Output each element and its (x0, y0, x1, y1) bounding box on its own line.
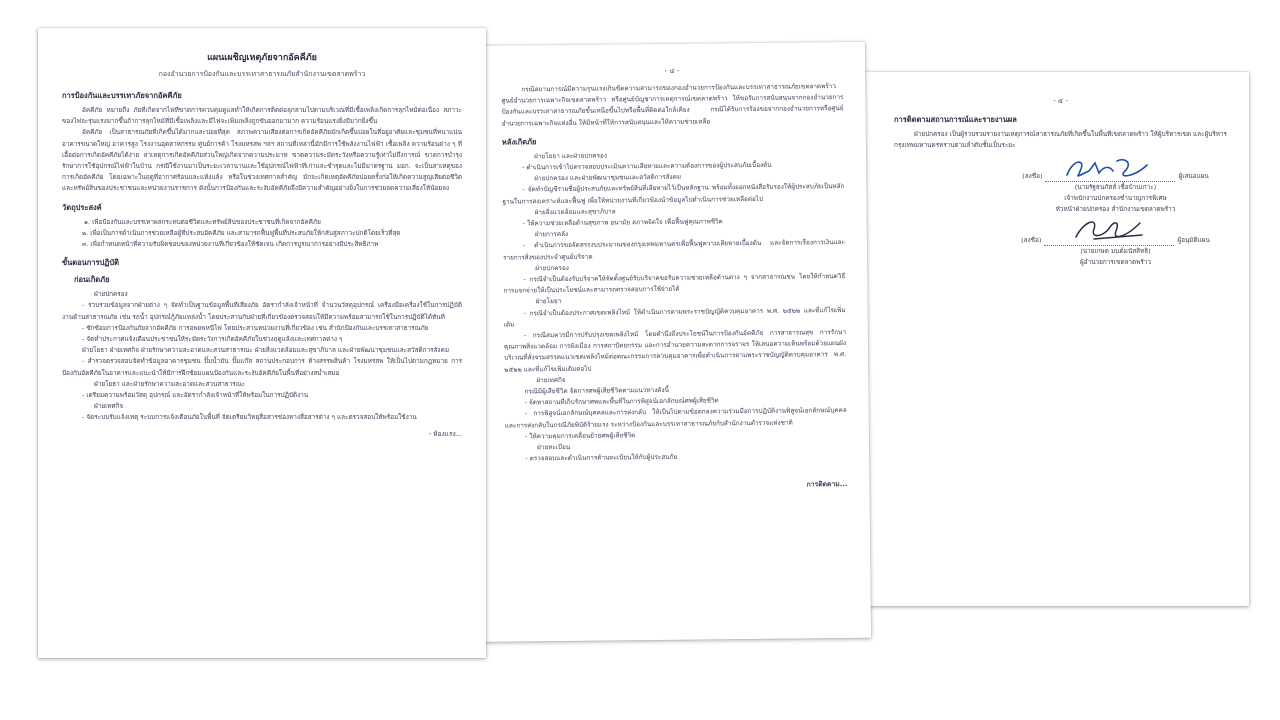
section-heading: วัตถุประสงค์ (62, 202, 102, 212)
paragraph: - จัดทำประกาศแจ้งเตือนประชาชนให้ระมัดระวังการเกิดอัคคีภัยในช่วงฤดูแล้งและเทศกาลต่าง ๆ (82, 335, 343, 344)
continuation-marker: - ห้องแรง... (428, 429, 462, 438)
section-heading: หลังเกิดภัย (501, 137, 537, 147)
continuation-marker: การติดตาม... (806, 479, 848, 488)
paragraph: ฝ่ายเทศกิจ (536, 375, 566, 385)
sign-label: (ลงชื่อ) (1021, 236, 1042, 245)
paragraph: อัคคีภัย หมายถึง ภัยที่เกิดจากไฟที่ขาดการควบคุมดูแลทำให้เกิดการติดต่อลุกลามไปตามบริเวณที่มีเชื้อเพลิงเกิดการลุกไหม้ต่อเนื่อง สภาวะของไฟจะรุนแรงมากขึ้นถ้าการลุกไหม้ที่มีเชื้อเพลิงและมีไฟจะเพิ่มเพลิงถูกขับออกมามาก ความร้อนแรงยิ่งมีมากยิ่งขึ้น (62, 106, 462, 126)
sign-role: ผู้เสนอแผน (1178, 172, 1209, 181)
signature-block-proposer (1004, 165, 1227, 215)
page-title: แผนเผชิญเหตุภัยจากอัคคีภัย (207, 53, 317, 63)
paragraph: - ให้ความช่วยเหลือด้านสุขภาพ อนามัย สภาพจิตใจ เพื่อฟื้นฟูคุณภาพชีวิต (522, 217, 723, 228)
paragraph: กรณีสถานการณ์มีความรุนแรงเกินขีดความสามารถของกองอำนวยการป้องกันและบรรเทาสาธารณภัยเขตลาดพร้าว ศูนย์อำนวยการเฉพาะกิจเขตลาดพร้าว หรือศูนย์บัญชาการเหตุการณ์เขตลาดพร้าว ให้ขอรับการสนับสนุนจากกองอำนวยการป้องกันและบรรเทาสาธารณภัยขั้นเหนือขึ้นไปหรือพื้นที่ติดต่อใกล้เคียง กรณีได้รับการร้องขอจากกองอำนวยการหรือศูนย์อำนวยการเฉพาะกิจแห่งอื่น ให้มีหน้าที่ให้การสนับสนุนและให้ความช่วยเหลือ (501, 82, 844, 128)
paragraph: - กรณีจำเป็นต้องประกาศเขตเพลิงไหม้ ให้ดำเนินการตามพระราชบัญญัติควบคุมอาคาร พ.ศ. ๒๕๒๒ และที่แก้ไขเพิ่มเติม (503, 305, 846, 329)
signature-block-approver (1004, 229, 1227, 268)
paragraph: ฝ่ายปกครอง (94, 290, 128, 299)
paragraph: อัคคีภัย เป็นสาธารณภัยที่เกิดขึ้นได้มากและบ่อยที่สุด สภาพความเสี่ยงต่อการเกิดอัคคีภัยมักเกิดขึ้นบ่อยในที่อยู่อาศัยและชุมชนที่หนาแน่น อาคารขนาดใหญ่ อาคารสูง โรงงานอุตสาหกรรม ศูนย์การค้า โรงมหรสพ ฯลฯ สถานที่เหล่านี้มักมีการใช้พลังงานไฟฟ้า เชื้อเพลิง ความร้อนต่าง ๆ ที่เอื้อต่อการเกิดอัคคีภัยได้ง่าย สาเหตุการเกิดอัคคีภัยส่วนใหญ่เกิดจากความประมาท ขาดความระมัดระวังหรือความรู้เท่าไม่ถึงการณ์ ขาดการบำรุงรักษาการใช้อุปกรณ์ไฟฟ้าในบ้าน กรณีใช้งานมาเป็นระยะเวลานานและใช้อุปกรณ์ไฟฟ้าที่เก่าและชำรุดและไม่มีมาตรฐาน มอก. จะเป็นสาเหตุของการเกิดอัคคีภัย โดยเฉพาะในฤดูที่อากาศร้อนและแห้งแล้ง หรือในช่วงเทศกาลสำคัญ มักจะเกิดเหตุอัคคีภัยบ่อยครั้งก่อให้เกิดความสูญเสียต่อชีวิตและทรัพย์สินของประชาชนและหน่วยงานราชการ ดังนั้นการป้องกันและระงับอัคคีภัยจึงมีความสำคัญอย่างยิ่งในการช่วยลดความเสี่ยงให้น้อยลง (62, 128, 462, 193)
paragraph: - กรณีสมควรมีการปรับปรุงเขตเพลิงไหม้ โดยคำนึงถึงประโยชน์ในการป้องกันอัคคีภัย การสาธารณสุข การรักษาคุณภาพสิ่งแวดล้อม การผังเมือง การสถาปัตยกรรม และการอำนวยความสะดวกการจราจร ให้เสนอความเห็นพร้อมด้วยแผนผังบริเวณที่สั่งจรมสรรคแนวเขตเพลิงไหม้ต่อคณะกรรมการควบคุมอาคารเพื่อดำเนินการตามพระราชบัญญัติควบคุมอาคาร พ.ศ. ๒๕๒๒ และที่แก้ไขเพิ่มเติมต่อไป (504, 328, 847, 374)
signer-position: ผู้อำนวยการเขตลาดพร้าว (1080, 258, 1151, 267)
paragraph: ฝ่ายโยธา (535, 297, 562, 306)
sign-role: ผู้อนุมัติแผน (1177, 236, 1210, 245)
document-page-1 (38, 28, 486, 658)
paragraph: ฝ่ายเทศกิจ (94, 402, 124, 411)
document-page-2 (443, 42, 871, 642)
paragraph: - กรณีจำเป็นต้องรับบริจาคให้จัดตั้งศูนย์รับบริจาคขอรับความช่วยเหลือด้านต่าง ๆ จากสาธารณชน โดยให้กำหนดวิธีการแจกจ่ายให้เป็นประโยชน์และสามารถตรวจสอบการใช้จ่ายได้ (503, 272, 846, 295)
paragraph: - เตรียมความพร้อมวัสดุ อุปกรณ์ และอัตรากำลังเจ้าหน้าที่ให้พร้อมในการปฏิบัติงาน (82, 391, 309, 400)
section-heading: การป้องกันและบรรเทาภัยจากอัคคีภัย (62, 91, 182, 100)
paragraph: ฝ่ายปกครอง และฝ่ายพัฒนาชุมชนและสวัสดิการสังคม (534, 172, 682, 183)
sign-label: (ลงชื่อ) (1022, 172, 1043, 181)
signer-position: เจ้าพนักงานปกครองชำนาญการพิเศษ (1064, 194, 1167, 203)
signer-name: (นายเกษต มนต์มนัสสิทธิ) (1080, 247, 1151, 256)
signature-image (1054, 215, 1164, 245)
paragraph: ฝ่ายสิ่งแวดล้อมและสุขาภิบาล (534, 207, 616, 217)
section-heading: การติดตามสถานการณ์และรายงานผล (894, 115, 1017, 124)
paragraph: ฝ่ายโยธา และฝ่ายรักษาความสะอาดและสวนสาธารณะ (94, 379, 246, 388)
paragraph: - จัดระบบรับแจ้งเหตุ ระบบการแจ้งเตือนภัยในพื้นที่ จัดเตรียมวิทยุสื่อสารช่องทางสื่อสารต่าง ๆ และตรวจสอบให้พร้อมใช้งาน (82, 413, 417, 422)
paragraph: ฝ่ายการคลัง (534, 230, 569, 239)
paragraph: - จัดทำบัญชีรายชื่อผู้ประสบภัยและทรัพย์สินที่เสียหายไว้เป็นหลักฐาน พร้อมทั้งออกหนังสือรับรองให้ผู้ประสบภัยเป็นหลักฐานในการสงเคราะห์และฟื้นฟู เพื่อให้หน่วยงานที่เกี่ยวข้องนำข้อมูลไปดำเนินการช่วยเหลือต่อไป (502, 182, 845, 206)
paragraph: - สำรวจตรวจสอบจัดทำข้อมูลอาคารชุมชน ปั๊มน้ำมัน ปั๊มแก๊ส สถานประกอบการ ห้างสรรพสินค้า โรงมหรสพ ให้เป็นไปตามกฎหมาย การป้องกันอัคคีภัยในอาคารและแนะนำให้มีการฝึกซ้อมแผนป้องกันและระงับอัคคีภัยในพื้นที่อย่างสม่ำเสมอ (62, 357, 462, 377)
paragraph: - ซักซ้อมการป้องกันภัยจากอัคคีภัย การอพยพหนีไฟ โดยประสานหน่วยงานที่เกี่ยวข้อง เช่น สำนักป้องกันและบรรเทาสาธารณภัย (82, 323, 429, 332)
paragraph: - ตรวจสอบและดำเนินการด้านทะเบียนให้กับผู้ประสบภัย (525, 453, 678, 463)
signer-position: หัวหน้าฝ่ายปกครอง สำนักงานเขตลาดพร้าว (1055, 205, 1176, 214)
page-subtitle: กองอำนวยการป้องกันและบรรเทาสาธารณภัยสำนักงานเขตลาดพร้าว (158, 70, 366, 78)
paragraph: ๑. เพื่อป้องกันและบรรเทาผลกระทบต่อชีวิตและทรัพย์สินของประชาชนที่เกิดจากอัคคีภัย (84, 217, 321, 226)
subsection-heading: ก่อนเกิดภัย (74, 275, 110, 285)
paragraph: ๓. เพื่อกำหนดหน้าที่ความรับผิดชอบของหน่วยงานที่เกี่ยวข้องให้ชัดเจน เกิดการบูรณาการอย่างมีประสิทธิภาพ (82, 240, 379, 249)
signer-name: (นายรัฐธนภัสส์ เชื้อบ้านเกาะ) (1074, 183, 1157, 192)
paragraph: กรณีมีผู้เสียชีวิต จัดการศพผู้เสียชีวิตตามแนวทางดังนี้ (524, 385, 669, 396)
paragraph: - ให้ความคุมการเคลื่อนย้ายศพผู้เสียชีวิต (524, 431, 636, 441)
paragraph: - จัดหาสถานที่เก็บรักษาศพและพื้นที่ในการพิสูจน์เอกลักษณ์ศพผู้เสียชีวิต (524, 396, 719, 407)
paragraph: ฝ่ายโยธา ฝ่ายเทศกิจ ฝ่ายรักษาความสะอาดและสวนสาธารณะ ฝ่ายสิ่งแวดล้อมและสุขาภิบาล และฝ่ายพัฒนาชุมชนและสวัสดิการสังคม (82, 346, 450, 355)
page-number: - ๕ - (1053, 97, 1068, 105)
paragraph: - ดำเนินการเข้าไปตรวจสอบประเมินความเสียหายและความต้องการของผู้ประสบภัยเบื้องต้น (522, 160, 772, 172)
paragraph: ฝ่ายปกครอง (535, 263, 569, 273)
page-number: - ๔ - (664, 66, 680, 75)
signature-image (1055, 155, 1165, 181)
paragraph: - รวบรวมข้อมูลจากฝ่ายต่าง ๆ จัดทำเป็นฐานข้อมูลพื้นที่เสี่ยงภัย อัตรากำลังเจ้าหน้าที่ จำนวนวัสดุอุปกรณ์ เครื่องมือเครื่องใช้ในการปฏิบัติงานด้านสาธารณภัย เช่น รถน้ำ อุปกรณ์กู้ภัยแหล่งน้ำ โดยประสานกับฝ่ายที่เกี่ยวข้องตรวจสอบให้มีความพร้อมสามารถใช้ในการปฏิบัติได้ทันที (62, 301, 462, 321)
paragraph: ๒. เพื่อเป็นการดำเนินการช่วยเหลือผู้ที่ประสบอัคคีภัย และสามารถฟื้นฟูพื้นที่ประสบภัยให้กลับสู่สภาวะปกติโดยเร็วที่สุด (82, 228, 401, 237)
paragraph: - ดำเนินการขอจัดสรรงบประมาณของกรุงเทพมหานครเพื่อฟื้นฟูความเสียหายเบื้องต้น และจัดการเรื่องการเงินและรายการสิ่งของประจำศูนย์บริจาค (503, 238, 846, 262)
paragraph: - การพิสูจน์เอกลักษณ์บุคคลและการส่งกลับ ให้เป็นไปตามข้อตกลงความร่วมมือการปฏิบัติงานพิสูจน์เอกลักษณ์บุคคลและการส่งกลับในกรณีภัยพิบัติร้ายแรง ระหว่างป้องกันและบรรเทาสาธารณภัยกับสำนักงานตำรวจแห่งชาติ (504, 406, 847, 430)
section-heading: ขั้นตอนการปฏิบัติ (62, 258, 119, 268)
document-page-3 (864, 72, 1249, 606)
paragraph: ฝ่ายทะเบียน (537, 443, 571, 452)
paragraph: ฝ่ายปกครอง เป็นผู้รวบรวมรายงานเหตุการณ์สาธารณภัยที่เกิดขึ้นในพื้นที่เขตลาดพร้าว ให้ผู้บริหารเขต และผู้บริหารกรุงเทพมหานครทราบตามลำดับชั้นเป็นระยะ (894, 130, 1227, 150)
paragraph: ฝ่ายโยธา และฝ่ายปกครอง (534, 151, 608, 161)
